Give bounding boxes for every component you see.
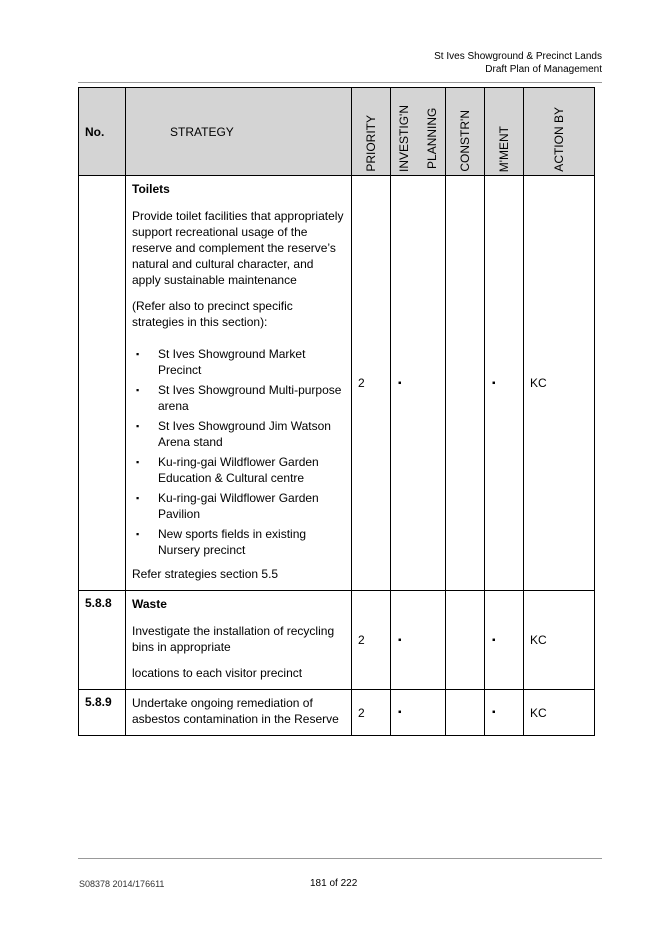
table-row [79,690,595,736]
management-marker: ▪ [485,591,524,690]
col-header-strategy: STRATEGY [126,88,352,176]
management-marker: ▪ [485,176,524,591]
investigation-marker: ▪ [391,176,446,591]
priority-value: 2 [352,690,391,736]
page-number: 181 of 222 [310,878,358,889]
row-strategy [126,176,352,591]
action-by-value: KC [524,690,595,736]
strategy-text: Undertake ongoing remediation of asbestos contamination in the Reserve [132,696,339,726]
col-header-investigation-planning: INVESTIG'N PLANNING [391,88,446,176]
header-line-2: Draft Plan of Management [485,64,602,75]
priority-value: 2 [352,176,391,591]
table-header-row [79,88,595,176]
col-header-construction: CONSTR'N [446,88,485,176]
priority-value: 2 [352,591,391,690]
list-item: ▪ Ku-ring-gai Wildflower Garden Education & Cultural centre [158,454,345,486]
list-item: ▪ St Ives Showground Multi-purpose arena [158,382,345,414]
list-item: ▪ New sports fields in existing Nursery precinct [158,526,345,558]
precinct-list [132,346,345,558]
strategy-text: Refer strategies section 5.5 [132,567,279,581]
table-row [79,591,595,690]
strategy-title: Toilets [132,182,170,196]
row-number: 5.8.9 [79,690,126,736]
document-reference: S08378 2014/176611 [79,879,165,889]
strategy-text: Investigate the installation of recycling bins in appropriate [132,624,335,654]
construction-marker [446,176,485,591]
list-item: ▪ St Ives Showground Market Precinct [158,346,345,378]
row-strategy [126,591,352,690]
investigation-marker: ▪ [391,591,446,690]
row-number [79,176,126,591]
action-by-value: KC [524,591,595,690]
management-marker: ▪ [485,690,524,736]
list-item: ▪ St Ives Showground Jim Watson Arena stand [158,418,345,450]
col-header-no: No. [79,88,126,176]
construction-marker [446,591,485,690]
header-line-1: St Ives Showground & Precinct Lands [434,51,602,62]
strategy-table [78,87,595,736]
strategy-title: Waste [132,597,167,611]
table-row [79,176,595,591]
row-number: 5.8.8 [79,591,126,690]
strategy-text: Provide toilet facilities that appropriately support recreational usage of the reserve and complement the reserve’s natural and cultural character, and apply sustainable maintenance [132,209,344,287]
investigation-marker: ▪ [391,690,446,736]
page-header [434,50,602,76]
action-by-value: KC [524,176,595,591]
header-divider [78,82,602,83]
col-header-action-by: ACTION BY [524,88,595,176]
footer-divider [78,858,602,859]
col-header-priority: PRIORITY [352,88,391,176]
col-header-management: M'MENT [485,88,524,176]
row-strategy [126,690,352,736]
construction-marker [446,690,485,736]
strategy-text: locations to each visitor precinct [132,666,303,680]
strategy-text: (Refer also to precinct specific strategies in this section): [132,299,293,329]
list-item: ▪ Ku-ring-gai Wildflower Garden Pavilion [158,490,345,522]
